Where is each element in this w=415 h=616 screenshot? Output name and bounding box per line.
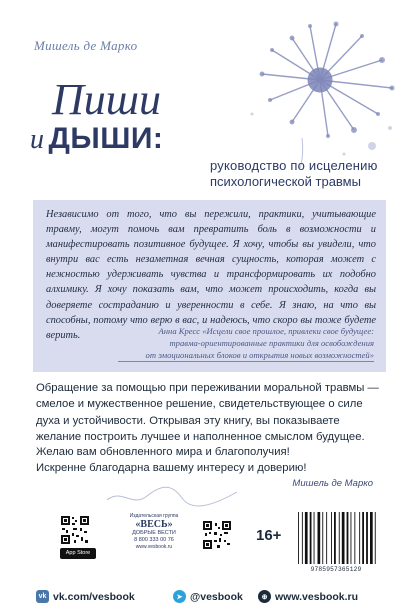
isbn-number: 9785957365129 bbox=[310, 566, 362, 573]
barcode-bar bbox=[331, 512, 332, 564]
subtitle-line-2: психологической травмы bbox=[210, 174, 361, 189]
barcode-icon bbox=[296, 510, 378, 566]
quote-source-line-1: Анна Кресс «Исцели свое прошлое, привлеки свое будущее: bbox=[158, 326, 374, 336]
barcode-bar bbox=[298, 512, 299, 564]
barcode-bar bbox=[339, 512, 340, 564]
barcode-bar bbox=[322, 512, 323, 564]
barcode-bar bbox=[334, 512, 336, 564]
footer bbox=[0, 580, 415, 616]
wish-line-1: Желаю вам обновленного мира и благополучия! bbox=[36, 446, 290, 458]
ink-splash-decoration bbox=[232, 18, 412, 168]
subtitle bbox=[210, 158, 378, 190]
barcode-bar bbox=[314, 512, 315, 564]
publisher-phone: 8 800 333 00 76 bbox=[134, 537, 174, 543]
wish-line-2: Искренне благодарна вашему интересу и доверию! bbox=[36, 462, 307, 474]
footer-vk-link[interactable] bbox=[36, 590, 135, 603]
publisher-block bbox=[118, 513, 190, 565]
quote-text: Независимо от того, что вы пережили, практики, учитывающие травму, могут помочь вам превратить боль в возможности и манифестировать позитивное будущее. Я хочу, чтобы вы увидели, что внутри вас есть незаметная вечная сущность, которая может с нежностью удерживать чувства и трансформировать их подобно алхимику. Я хочу показать вам, что может происходить, когда вы доверяете состраданию и уверенности в себе. Я знаю, на что вы способны, потому что верю в вас, и надеюсь, что скоро вы тоже будете верить. bbox=[46, 209, 376, 341]
publisher-name: «ВЕСЬ» bbox=[135, 519, 173, 530]
quote-source-line-3: от эмоциональных блоков и открытия новых возможностей» bbox=[118, 349, 374, 362]
signature: Мишель де Марко bbox=[292, 478, 373, 489]
barcode-bar bbox=[375, 512, 376, 564]
publisher-subtitle: ДОБРЫЕ ВЕСТИ bbox=[132, 530, 176, 536]
footer-website-link[interactable] bbox=[258, 590, 358, 603]
publisher-site: www.vesbook.ru bbox=[135, 544, 173, 550]
barcode-bar bbox=[354, 512, 355, 564]
quote-source-line-2: травма-ориентированные практики для освобождения bbox=[169, 338, 374, 348]
qr-code-icon bbox=[202, 520, 232, 550]
wishes bbox=[36, 444, 382, 476]
vk-icon: vk bbox=[36, 590, 49, 603]
barcode-bar bbox=[326, 512, 327, 564]
title-and: и bbox=[30, 124, 44, 155]
barcode-bar bbox=[305, 512, 308, 564]
title-colon: : bbox=[152, 122, 163, 155]
barcode-bar bbox=[362, 512, 364, 564]
subtitle-line-1: руководство по исцелению bbox=[210, 158, 378, 173]
footer-telegram-text: @vesbook bbox=[190, 590, 243, 603]
quote-source bbox=[118, 325, 374, 362]
publisher-group-label: Издательская группа bbox=[129, 513, 179, 519]
barcode-bar bbox=[366, 512, 368, 564]
footer-vk-text: vk.com/vesbook bbox=[53, 590, 135, 603]
web-icon: ⊕ bbox=[258, 590, 271, 603]
title-line-2: ДЫШИ bbox=[48, 122, 153, 155]
barcode-bar bbox=[310, 512, 312, 564]
qr-code-icon bbox=[60, 515, 90, 545]
age-rating: 16+ bbox=[256, 527, 282, 544]
barcode-bar bbox=[347, 512, 349, 564]
signature-scribble-decoration bbox=[102, 480, 242, 510]
barcode-bar bbox=[302, 512, 303, 564]
book-title bbox=[30, 75, 163, 156]
author-top: Мишель де Марко bbox=[34, 38, 138, 53]
barcode-bar bbox=[359, 512, 360, 564]
main-paragraph: Обращение за помощью при переживании моральной травмы — смелое и мужественное решение, свидетельствующее о силе духа и устойчивости. Открывая эту книгу, вы показываете желание построить лучшее и наполненное смыслом будущее. bbox=[36, 382, 379, 444]
barcode-bar bbox=[351, 512, 352, 564]
app-store-badge[interactable]: App Store bbox=[60, 548, 96, 559]
footer-website-text: www.vesbook.ru bbox=[275, 590, 359, 603]
barcode-bar bbox=[342, 512, 345, 564]
title-line-1: Пиши bbox=[52, 75, 161, 124]
barcode-bar bbox=[370, 512, 373, 564]
footer-telegram-link[interactable] bbox=[173, 590, 243, 603]
barcode-bar bbox=[318, 512, 321, 564]
telegram-icon: ➤ bbox=[173, 590, 186, 603]
